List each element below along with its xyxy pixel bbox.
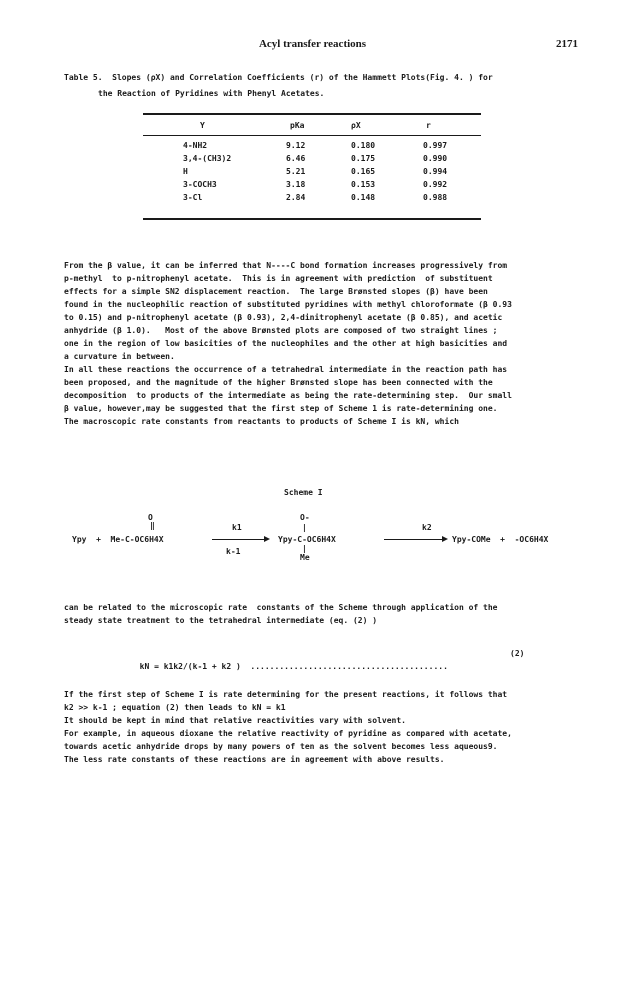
scheme-carbonyl-o: O (148, 513, 153, 522)
scheme-arrow-2 (384, 539, 444, 540)
table-caption-line-2: the Reaction of Pyridines with Phenyl Acetates. (98, 89, 325, 98)
cell-rho: 0.180 (351, 141, 376, 150)
cell-y: H (183, 167, 188, 176)
cell-pka: 9.12 (286, 141, 306, 150)
cell-rho: 0.165 (351, 167, 376, 176)
equation-number: (2) (510, 649, 525, 658)
cell-pka: 2.84 (286, 193, 306, 202)
paragraph-3-line-6: The less rate constants of these reactions are in agreement with above results. (64, 755, 445, 764)
scheme-intermediate-bottom-bond: | (302, 544, 307, 553)
cell-pka: 5.21 (286, 167, 306, 176)
table-rule-top (143, 113, 481, 115)
column-header-r: r (426, 121, 431, 130)
running-header-title: Acyl transfer reactions (258, 38, 367, 50)
cell-r: 0.992 (423, 180, 448, 189)
scheme-arrow-1 (212, 539, 266, 540)
equation-body: kN = k1k2/(k-1 + k2 ) ......................................... (139, 662, 448, 671)
paragraph-1-line-6: anhydride (β 1.0). Most of the above Brønsted plots are composed of two straight lines ; (64, 326, 498, 335)
scheme-intermediate: Ypy-C-OC6H4X (278, 535, 336, 544)
scheme-intermediate-top-bond: | (302, 523, 307, 532)
paragraph-1-line-5: to 0.15) and p-nitrophenyl acetate (β 0.93), 2,4-dinitrophenyl acetate (β 0.85), and acetic (64, 313, 503, 322)
paragraph-1 (64, 259, 584, 428)
paragraph-1-line-12: β value, however,may be suggested that the first step of Scheme 1 is rate-determining one. (64, 404, 498, 413)
column-header-pka: pKa (290, 121, 305, 130)
cell-pka: 3.18 (286, 180, 306, 189)
table-caption-line-1: Table 5. Slopes (ρX) and Correlation Coefficients (r) of the Hammett Plots(Fig. 4. ) for (64, 73, 493, 82)
page-number: 2171 (556, 38, 578, 50)
cell-rho: 0.175 (351, 154, 376, 163)
paragraph-1-line-2: p-methyl to p-nitrophenyl acetate. This is in agreement with prediction of substituent (64, 274, 493, 283)
paragraph-3-line-3: It should be kept in mind that relative reactivities vary with solvent. (64, 716, 406, 725)
scheme-intermediate-me: Me (300, 553, 310, 562)
paragraph-3-line-5: towards acetic anhydride drops by many powers of ten as the solvent becomes less aqueous9. (64, 742, 498, 751)
paragraph-3-line-2: k2 >> k-1 ; equation (2) then leads to kN = k1 (64, 703, 286, 712)
scheme-k-minus-1: k-1 (226, 547, 241, 556)
paragraph-2-line-2: steady state treatment to the tetrahedral intermediate (eq. (2) ) (64, 616, 378, 625)
scheme-reactants: Ypy + Me-C-OC6H4X (72, 535, 164, 544)
table-rule-mid (143, 135, 481, 136)
table-row (143, 141, 481, 154)
paragraph-1-line-3: effects for a simple SN2 displacement reaction. The large Brønsted slopes (β) have been (64, 287, 488, 296)
table-header (143, 121, 481, 133)
scheme-title: Scheme I (284, 488, 323, 497)
scheme-carbonyl-bond: ‖ (150, 521, 155, 530)
table-body (143, 141, 481, 206)
table-row (143, 167, 481, 180)
cell-y: 4-NH2 (183, 141, 208, 150)
paragraph-1-line-10: been proposed, and the magnitude of the higher Brønsted slope has been connected with the (64, 378, 493, 387)
equation-2 (130, 647, 510, 673)
scheme-arrowhead-2 (442, 536, 448, 542)
cell-r: 0.988 (423, 193, 448, 202)
cell-r: 0.997 (423, 141, 448, 150)
paragraph-2 (64, 601, 584, 627)
table-caption (64, 70, 564, 102)
scheme-arrowhead-1 (264, 536, 270, 542)
paragraph-2-line-1: can be related to the microscopic rate constants of the Scheme through application of the (64, 603, 498, 612)
cell-rho: 0.153 (351, 180, 376, 189)
paragraph-3 (64, 688, 584, 766)
cell-y: 3,4-(CH3)2 (183, 154, 232, 163)
table-rule-bottom (143, 218, 481, 220)
cell-r: 0.994 (423, 167, 448, 176)
paragraph-1-line-11: decomposition to products of the intermediate as being the rate-determining step. Our small (64, 391, 512, 400)
scheme-k1: k1 (232, 523, 242, 532)
paragraph-3-line-4: For example, in aqueous dioxane the relative reactivity of pyridine as compared with acetate, (64, 729, 512, 738)
paragraph-3-line-1: If the first step of Scheme I is rate determining for the present reactions, it follows that (64, 690, 508, 699)
column-header-y: Y (200, 121, 205, 130)
cell-y: 3-Cl (183, 193, 203, 202)
column-header-rho: ρX (351, 121, 361, 130)
paragraph-1-line-1: From the β value, it can be inferred that N----C bond formation increases progressively from (64, 261, 508, 270)
paragraph-1-line-13: The macroscopic rate constants from reactants to products of Scheme I is kN, which (64, 417, 459, 426)
paragraph-1-line-7: one in the region of low basicities of the nucleophiles and the other at high basicities and (64, 339, 508, 348)
paragraph-1-line-9: In all these reactions the occurrence of a tetrahedral intermediate in the reaction path has (64, 365, 508, 374)
paragraph-1-line-8: a curvature in between. (64, 352, 175, 361)
table-row (143, 154, 481, 167)
table-row (143, 193, 481, 206)
scheme-intermediate-o: O- (300, 513, 310, 522)
scheme-k2: k2 (422, 523, 432, 532)
scheme-products: Ypy-COMe + -OC6H4X (452, 535, 549, 544)
cell-y: 3-COCH3 (183, 180, 217, 189)
cell-r: 0.990 (423, 154, 448, 163)
scheme-diagram (64, 513, 564, 573)
cell-rho: 0.148 (351, 193, 376, 202)
paragraph-1-line-4: found in the nucleophilic reaction of substituted pyridines with methyl chloroformate (β 0.93 (64, 300, 512, 309)
cell-pka: 6.46 (286, 154, 306, 163)
table-row (143, 180, 481, 193)
